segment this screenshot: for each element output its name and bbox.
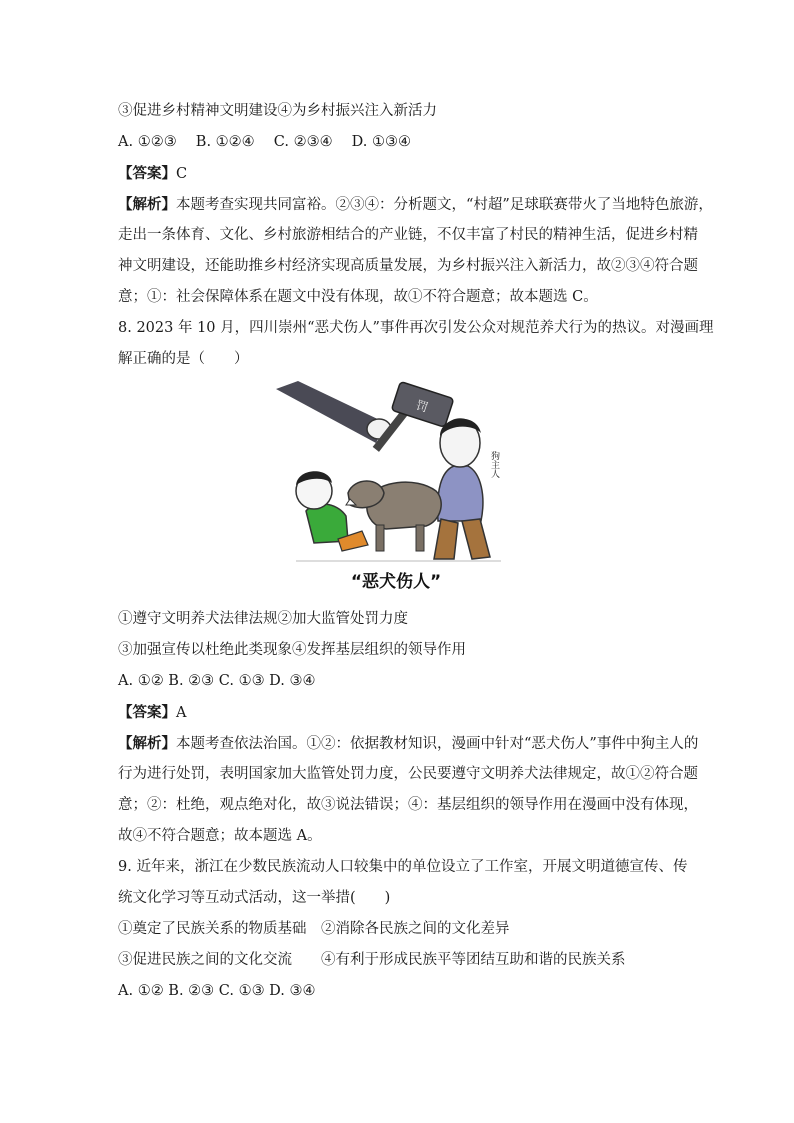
q8-stem-line-2: 解正确的是（ ）	[118, 351, 249, 367]
dog-leg-back	[416, 525, 424, 551]
q9-stem-line-1: 9. 近年来，浙江在少数民族流动人口较集中的单位设立了工作室，开展文明道德宣传、传	[118, 859, 688, 875]
document-page	[118, 96, 714, 1007]
hammer-label: 罚	[414, 397, 430, 415]
analysis-text: 本题考查实现共同富裕。②③④：分析题文，“村超”足球联赛带火了当地特色旅游，	[176, 197, 713, 213]
dog-leg-front	[376, 525, 384, 551]
q7-analysis-line-1	[118, 189, 713, 220]
cartoon-image	[276, 381, 516, 596]
owner-leg-right	[462, 519, 490, 559]
q9-option-line-1: ①奠定了民族关系的物质基础 ②消除各民族之间的文化差异	[118, 921, 510, 937]
q7-analysis-line-3: 神文明建设，还能助推乡村经济实现高质量发展，为乡村振兴注入新活力，故②③④符合题	[118, 258, 698, 274]
owner-label: 狗主人	[489, 451, 499, 478]
answer-value: C	[176, 166, 188, 182]
analysis-label: 【解析】	[118, 735, 176, 752]
q7-option-line: ③促进乡村精神文明建设④为乡村振兴注入新活力	[118, 103, 437, 119]
analysis-text: 本题考查依法治国。①②：依据教材知识，漫画中针对“恶犬伤人”事件中狗主人的	[176, 736, 699, 752]
q7-choices: A. ①②③ B. ①②④ C. ②③④ D. ①③④	[118, 134, 412, 150]
owner-leg-left	[434, 519, 458, 559]
q9-option-line-2: ③促进民族之间的文化交流 ④有利于形成民族平等团结互助和谐的民族关系	[118, 952, 626, 968]
q8-stem-line-1: 8. 2023 年 10 月，四川崇州“恶犬伤人”事件再次引发公众对规范养犬行为的热议。对漫画理	[118, 320, 714, 336]
q7-analysis-line-2: 走出一条体育、文化、乡村旅游相结合的产业链，不仅丰富了村民的精神生活，促进乡村精	[118, 227, 698, 243]
analysis-label: 【解析】	[118, 196, 176, 213]
owner-body	[438, 466, 483, 521]
q8-answer	[118, 697, 678, 728]
q8-analysis-line-3: 意；②：杜绝，观点绝对化，故③说法错误；④：基层组织的领导作用在漫画中没有体现，	[118, 797, 698, 813]
q8-option-line-2: ③加强宣传以杜绝此类现象④发挥基层组织的领导作用	[118, 642, 466, 658]
q9-choices: A. ①② B. ②③ C. ①③ D. ③④	[118, 983, 316, 999]
q7-answer	[118, 158, 678, 189]
q9-stem-line-2: 统文化学习等互动式活动，这一举措( )	[118, 890, 391, 906]
q8-analysis-line-4: 故④不符合题意；故本题选 A。	[118, 828, 322, 844]
q8-analysis-line-2: 行为进行处罚，表明国家加大监管处罚力度，公民要遵守文明养犬法律规定，故①②符合题	[118, 766, 698, 782]
q7-analysis-line-4: 意；①：社会保障体系在题文中没有体现，故①不符合题意；故本题选 C。	[118, 289, 598, 305]
answer-label: 【答案】	[118, 704, 176, 721]
cartoon-illustration	[276, 381, 516, 566]
answer-value: A	[176, 705, 187, 721]
q8-choices: A. ①② B. ②③ C. ①③ D. ③④	[118, 673, 316, 689]
q8-option-line-1: ①遵守文明养犬法律法规②加大监管处罚力度	[118, 611, 408, 627]
answer-label: 【答案】	[118, 165, 176, 182]
q8-analysis-line-1	[118, 728, 699, 759]
cartoon-caption: “恶犬伤人”	[350, 572, 442, 592]
